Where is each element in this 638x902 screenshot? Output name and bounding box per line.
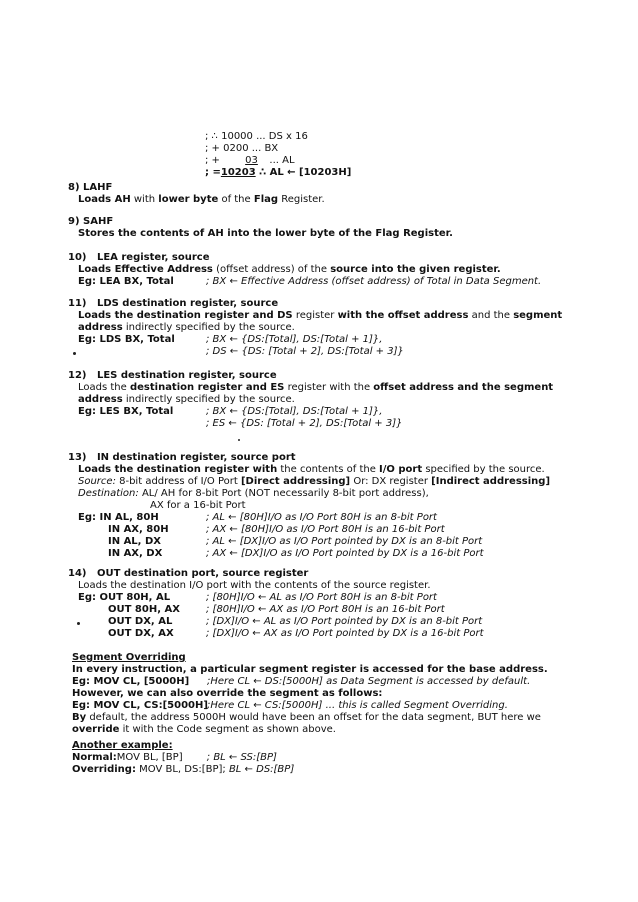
section-13-desc-4: AX for a 16-bit Port xyxy=(150,500,246,511)
section-8-desc xyxy=(78,194,325,206)
section-11-example-cont: ; DS ← {DS: [Total + 2], DS:[Total + 3]} xyxy=(206,346,404,357)
calc-result: 10203 xyxy=(220,167,256,178)
scan-speck xyxy=(238,439,240,441)
desc-part: [Direct addressing] xyxy=(240,476,351,487)
section-10-example xyxy=(78,276,541,288)
section-title: SAHF xyxy=(83,216,114,227)
example-comment: ; BX ← Effective Address (offset address) of Total in Data Segment. xyxy=(206,276,542,287)
segment-line-5 xyxy=(72,712,541,724)
segment-line-2 xyxy=(72,676,530,688)
desc-part: (offset address) of the xyxy=(212,264,331,275)
calc-line-3 xyxy=(205,155,295,167)
section-title: LAHF xyxy=(83,182,113,193)
calc-op: ; = xyxy=(205,167,221,178)
section-12-desc-1 xyxy=(78,382,553,394)
desc-part: Or: DX register xyxy=(350,476,432,487)
desc-part: default, the address 5000H would have been an offset for the data segment, BUT here we xyxy=(86,712,541,723)
section-11-desc-2 xyxy=(78,322,295,334)
calc-value: 03 xyxy=(245,155,258,166)
desc-part: Loads Effective Address xyxy=(78,264,213,275)
section-13-desc-2 xyxy=(78,476,550,488)
section-13-example-4 xyxy=(78,548,484,560)
example-comment: ; [80H]I/O ← AL as I/O Port 80H is an 8-bit Port xyxy=(206,592,437,603)
section-14-example-1 xyxy=(78,592,437,604)
desc-part: Loads the destination register and DS xyxy=(78,310,293,321)
desc-part: By xyxy=(72,712,87,723)
desc-part: AL/ AH for 8-bit Port (NOT necessarily 8-bit port address), xyxy=(138,488,429,499)
desc-part: segment xyxy=(513,310,563,321)
section-number: 13) xyxy=(68,452,87,463)
section-title: LES destination register, source xyxy=(96,370,277,381)
desc-part: Loads the destination register with xyxy=(78,464,278,475)
example-op: Eg: IN AL, 80H xyxy=(78,512,159,523)
section-number: 8) xyxy=(68,182,80,193)
desc-part: register xyxy=(292,310,338,321)
desc-part: Source: xyxy=(78,476,116,487)
desc-part: of the xyxy=(218,194,254,205)
example-comment: ; AX ← [DX]I/O as I/O Port pointed by DX is a 16-bit Port xyxy=(206,548,484,559)
example-comment: ;Here CL ← CS:[5000H] ... this is called Segment Overriding. xyxy=(207,700,508,711)
section-14-heading xyxy=(68,568,308,580)
example-comment: ; BL ← SS:[BP] xyxy=(206,752,277,763)
example-comment: ; AX ← [80H]I/O as I/O Port 80H is an 16-bit Port xyxy=(206,524,445,535)
section-14-example-3 xyxy=(78,616,482,628)
desc-part: it with the Code segment as shown above. xyxy=(119,724,336,735)
desc-part: address xyxy=(78,322,123,333)
section-title: IN destination register, source port xyxy=(96,452,296,463)
example-comment: ; [DX]I/O ← AL as I/O Port pointed by DX is an 8-bit Port xyxy=(206,616,483,627)
desc-part: address xyxy=(78,394,123,405)
section-title: LEA register, source xyxy=(96,252,210,263)
desc-part: offset address and the segment xyxy=(373,382,554,393)
example-comment: ; [DX]I/O ← AX as I/O Port pointed by DX is a 16-bit Port xyxy=(206,628,484,639)
section-11-heading xyxy=(68,298,278,310)
calc-op: ; + xyxy=(205,155,220,166)
calc-line-4 xyxy=(205,167,351,179)
desc-part: destination register and ES xyxy=(129,382,285,393)
section-13-example-3 xyxy=(78,536,482,548)
example-comment: ;Here CL ← DS:[5000H] as Data Segment is accessed by default. xyxy=(207,676,531,687)
desc-part: register with the xyxy=(284,382,374,393)
scan-speck xyxy=(77,622,80,625)
example-op: IN AX, DX xyxy=(108,548,163,559)
desc-part: I/O port xyxy=(379,464,423,475)
section-14-desc: Loads the destination I/O port with the contents of the source register. xyxy=(78,580,431,591)
segment-another-example: Another example: xyxy=(72,740,173,751)
section-12-desc-2 xyxy=(78,394,295,406)
example-comment: ; [80H]I/O ← AX as I/O Port 80H is an 16-bit Port xyxy=(206,604,445,615)
desc-part: with xyxy=(130,194,159,205)
section-13-example-2 xyxy=(78,524,445,536)
desc-part: specified by the source. xyxy=(422,464,545,475)
section-14-example-4 xyxy=(78,628,484,640)
section-title: LDS destination register, source xyxy=(96,298,279,309)
section-number: 14) xyxy=(68,568,87,579)
desc-part: with the offset address xyxy=(337,310,469,321)
desc-part: Loads AH xyxy=(78,194,131,205)
section-title: OUT destination port, source register xyxy=(96,568,309,579)
desc-part: [Indirect addressing] xyxy=(431,476,551,487)
section-9-heading xyxy=(68,216,113,228)
calc-note: ... AL xyxy=(269,155,295,166)
section-number: 10) xyxy=(68,252,87,263)
segment-overriding-heading: Segment Overriding xyxy=(72,652,186,663)
section-number: 9) xyxy=(68,216,80,227)
desc-part: and the xyxy=(468,310,514,321)
section-9-desc: Stores the contents of AH into the lower byte of the Flag Register. xyxy=(78,228,453,239)
example-op: OUT DX, AX xyxy=(108,628,174,639)
section-number: 12) xyxy=(68,370,87,381)
example-op: MOV BL, DS:[BP]; xyxy=(135,764,226,775)
desc-part: 8-bit address of I/O Port xyxy=(115,476,241,487)
example-comment: ; AL ← [DX]I/O as I/O Port pointed by DX is an 8-bit Port xyxy=(206,536,483,547)
scan-speck xyxy=(73,352,76,355)
section-11-example xyxy=(78,334,382,346)
section-number: 11) xyxy=(68,298,87,309)
desc-part: Overriding: xyxy=(72,764,136,775)
section-12-example xyxy=(78,406,382,418)
example-op: OUT DX, AL xyxy=(108,616,173,627)
section-13-desc-1 xyxy=(78,464,545,476)
section-10-desc xyxy=(78,264,501,276)
segment-line-1: In every instruction, a particular segment register is accessed for the base address. xyxy=(72,664,548,675)
segment-line-normal xyxy=(72,752,277,764)
section-8-heading xyxy=(68,182,112,194)
example-op: Eg: OUT 80H, AL xyxy=(78,592,171,603)
calc-line-1: ; ∴ 10000 ... DS x 16 xyxy=(205,131,308,142)
desc-part: Register. xyxy=(278,194,325,205)
calc-note: ∴ AL ← [10203H] xyxy=(255,167,352,178)
example-comment: BL ← DS:[BP] xyxy=(225,764,295,775)
calc-line-2: ; + 0200 ... BX xyxy=(205,143,279,154)
example-op: Eg: MOV CL, [5000H] xyxy=(72,676,190,687)
example-op: Eg: MOV CL, CS:[5000H] xyxy=(72,700,208,711)
section-12-example-cont: ; ES ← {DS: [Total + 2], DS:[Total + 3]} xyxy=(206,418,403,429)
example-op: IN AX, 80H xyxy=(108,524,169,535)
desc-part: Normal: xyxy=(72,752,117,763)
example-op: Eg: LES BX, Total xyxy=(78,406,174,417)
desc-part: override xyxy=(72,724,120,735)
section-14-example-2 xyxy=(78,604,445,616)
example-op: MOV BL, [BP] xyxy=(116,752,183,763)
section-12-heading xyxy=(68,370,277,382)
example-op: IN AL, DX xyxy=(108,536,161,547)
desc-part: Destination: xyxy=(78,488,139,499)
example-op: Eg: LEA BX, Total xyxy=(78,276,174,287)
desc-part: indirectly specified by the source. xyxy=(122,322,295,333)
desc-part: Loads the xyxy=(78,382,130,393)
section-13-heading xyxy=(68,452,296,464)
desc-part: the contents of the xyxy=(277,464,380,475)
example-comment: ; BX ← {DS:[Total], DS:[Total + 1]}, xyxy=(206,334,383,345)
desc-part: indirectly specified by the source. xyxy=(122,394,295,405)
desc-part: source into the given register. xyxy=(330,264,501,275)
segment-line-4 xyxy=(72,700,508,712)
example-op: Eg: LDS BX, Total xyxy=(78,334,175,345)
section-10-heading xyxy=(68,252,210,264)
segment-line-6 xyxy=(72,724,336,736)
desc-part: lower byte xyxy=(158,194,219,205)
example-op: OUT 80H, AX xyxy=(108,604,180,615)
section-13-desc-3 xyxy=(78,488,429,500)
section-11-desc-1 xyxy=(78,310,562,322)
example-comment: ; BX ← {DS:[Total], DS:[Total + 1]}, xyxy=(206,406,383,417)
segment-line-overriding xyxy=(72,764,294,776)
segment-line-3: However, we can also override the segment as follows: xyxy=(72,688,383,699)
section-13-example-1 xyxy=(78,512,437,524)
desc-part: Flag xyxy=(253,194,279,205)
example-comment: ; AL ← [80H]I/O as I/O Port 80H is an 8-bit Port xyxy=(206,512,437,523)
